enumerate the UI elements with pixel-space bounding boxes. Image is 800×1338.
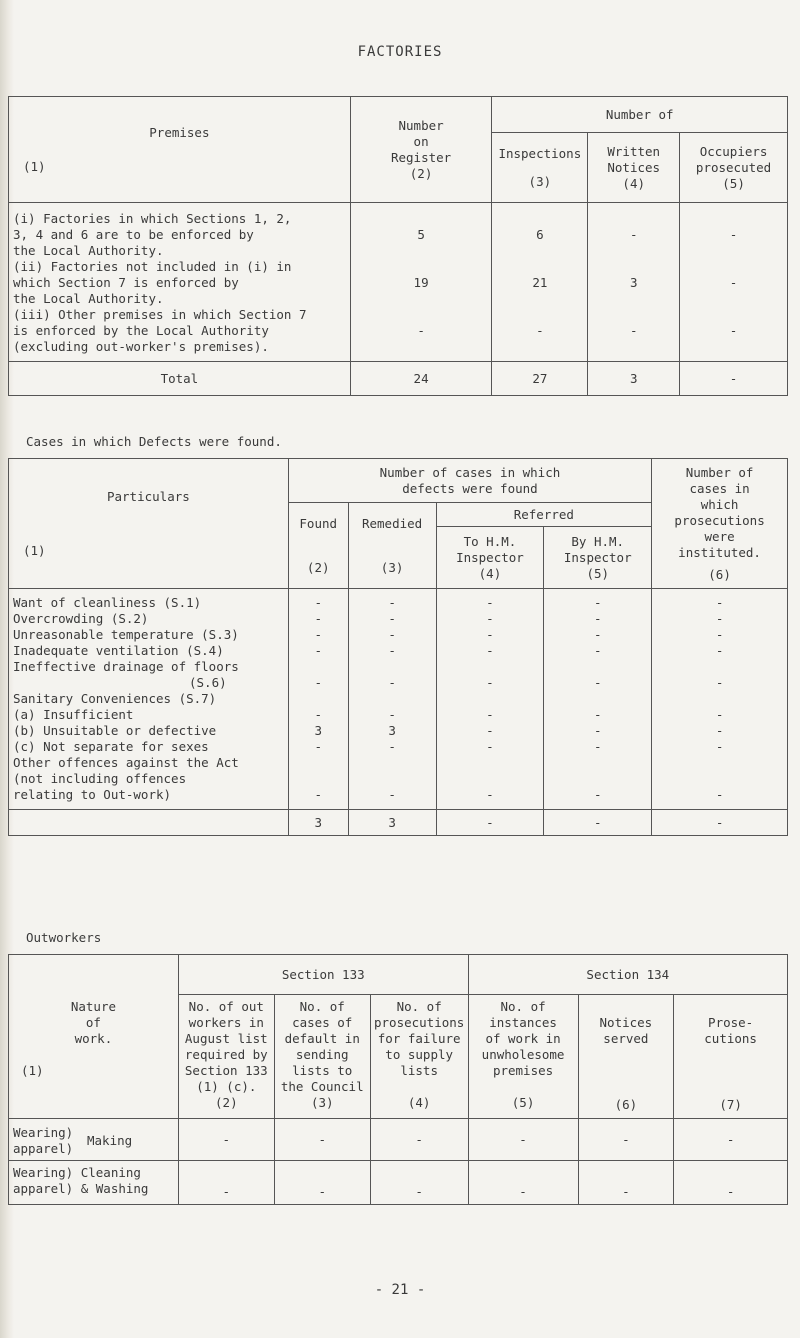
defect-value <box>437 691 544 707</box>
col5-header-line: unwholesome <box>481 1047 565 1062</box>
col4-header-line: for failure <box>377 1031 461 1046</box>
occupiers-header-line: Occupiers <box>699 143 768 159</box>
outworker-label-line: apparel) <box>13 1141 74 1156</box>
defect-value: - <box>388 739 396 754</box>
row-text: the Local Authority. <box>13 291 164 306</box>
outworker-value: - <box>468 1119 578 1161</box>
defect-value-spacer <box>289 771 348 787</box>
col3-header-line: No. of <box>299 999 345 1014</box>
section133-header: Section 133 <box>178 955 468 995</box>
defect-value-spacer <box>652 755 787 771</box>
prosecutions-header-num: (6) <box>708 566 731 582</box>
cases-header <box>288 459 651 503</box>
register-header-line: Register <box>390 149 452 165</box>
to-hmi-header <box>436 527 544 589</box>
col2-header-line: No. of out <box>188 999 264 1014</box>
referred-header: Referred <box>436 503 652 527</box>
col3-header-line: lists to <box>292 1063 353 1078</box>
occupiers-header-line: prosecuted <box>695 159 772 175</box>
inspections-header-num: (3) <box>528 173 552 189</box>
row-text: (ii) Factories not included in (i) in <box>13 259 292 274</box>
outworker-label-side: Making <box>87 1133 133 1148</box>
premises-header-label: Premises <box>149 124 210 140</box>
found-header-label: Found <box>299 515 338 531</box>
defects-total-label <box>9 810 289 836</box>
outworker-row <box>9 1161 788 1205</box>
defect-value: - <box>593 595 602 610</box>
inspections-value: 6 <box>536 227 544 242</box>
register-value: - <box>417 323 425 338</box>
col4-header <box>370 995 468 1119</box>
defect-value-spacer <box>437 755 544 771</box>
defects-total-found: 3 <box>288 810 348 836</box>
particulars-header-num: (1) <box>23 542 46 558</box>
inspections-value: - <box>536 323 544 338</box>
defect-value: - <box>715 611 724 626</box>
defect-value: - <box>486 643 494 658</box>
defect-label: Ineffective drainage of floors <box>13 659 239 674</box>
occupiers-header-num: (5) <box>722 175 745 191</box>
defect-value: - <box>314 643 322 658</box>
defect-value: - <box>593 787 602 802</box>
notices-value: 3 <box>629 275 638 290</box>
defect-value: - <box>486 675 494 690</box>
defect-value: - <box>715 723 724 738</box>
defects-total-prosecutions: - <box>652 810 788 836</box>
defect-value: 3 <box>388 723 396 738</box>
row-text: which Section 7 is enforced by <box>13 275 239 290</box>
row-text: is enforced by the Local Authority <box>13 323 269 338</box>
defect-value <box>289 691 348 707</box>
col4-header-line: No. of <box>396 999 442 1014</box>
col3-header-line: cases of <box>292 1015 353 1030</box>
register-header-num: (2) <box>409 165 433 181</box>
defect-value: - <box>388 627 396 642</box>
defect-value: - <box>715 595 724 610</box>
notices-value: - <box>629 323 638 338</box>
found-header <box>288 503 348 589</box>
outworker-value: - <box>370 1119 468 1161</box>
defect-label: (S.6) <box>189 675 227 690</box>
row-text: (i) Factories in which Sections 1, 2, <box>13 211 292 226</box>
prosecutions-header-line: instituted. <box>678 544 761 560</box>
defects-body <box>9 589 788 810</box>
defect-value: - <box>486 723 494 738</box>
col5-header-line: instances <box>489 1015 557 1030</box>
defect-value: - <box>593 627 602 642</box>
defect-label: relating to Out-work) <box>13 787 172 802</box>
defect-value: - <box>715 787 724 802</box>
row-text: 3, 4 and 6 are to be enforced by <box>13 227 254 242</box>
defect-value-spacer <box>544 659 651 675</box>
col5-header-num: (5) <box>511 1095 535 1110</box>
defect-value: - <box>388 787 396 802</box>
defect-label: (not including offences <box>13 771 187 786</box>
col4-header-num: (4) <box>407 1095 431 1110</box>
defect-label: Sanitary Conveniences (S.7) <box>13 691 217 706</box>
outworker-value: - <box>274 1161 370 1205</box>
defects-table <box>8 458 788 836</box>
register-value: 5 <box>417 227 425 242</box>
register-header <box>350 97 492 203</box>
particulars-header <box>9 459 289 589</box>
defect-value: - <box>314 787 322 802</box>
outworkers-title: Outworkers <box>26 930 102 945</box>
by-hmi-header-line: Inspector <box>563 549 632 565</box>
col3-header-line: the Council <box>280 1079 364 1094</box>
notices-header-line: Written <box>607 143 661 159</box>
defect-value: - <box>486 787 494 802</box>
occupiers-value: - <box>729 227 738 242</box>
col2-header-line: workers in <box>188 1015 264 1030</box>
occupiers-value: - <box>729 275 738 290</box>
defect-value: - <box>486 595 494 610</box>
outworker-value: - <box>674 1161 788 1205</box>
outworker-value: - <box>178 1161 274 1205</box>
register-header-line: on <box>413 133 429 149</box>
outworker-value: - <box>178 1119 274 1161</box>
defect-value-spacer <box>349 771 436 787</box>
occupiers-value: - <box>729 323 738 338</box>
outworker-label-line: Wearing) Cleaning <box>13 1165 141 1180</box>
defect-value-spacer <box>437 659 544 675</box>
defect-value-spacer <box>289 659 348 675</box>
row-text: the Local Authority. <box>13 243 164 258</box>
particulars-header-label: Particulars <box>106 488 190 504</box>
col2-header-line: required by <box>184 1047 268 1062</box>
col4-header-line: to supply <box>385 1047 454 1062</box>
col7-header-num: (7) <box>719 1097 742 1112</box>
defect-value <box>349 691 436 707</box>
total-label: Total <box>9 362 351 396</box>
col5-header-line: No. of <box>500 999 546 1014</box>
nature-header-line: of <box>85 1015 101 1030</box>
outworker-value: - <box>274 1119 370 1161</box>
defect-value-spacer <box>289 755 348 771</box>
defect-value <box>652 691 787 707</box>
total-row <box>9 362 788 396</box>
defect-value-spacer <box>349 755 436 771</box>
register-header-line: Number <box>398 117 444 133</box>
defect-value: - <box>593 611 602 626</box>
premises-header-num: (1) <box>23 158 46 174</box>
page-number: - 21 - <box>374 1282 426 1298</box>
remedied-header-num: (3) <box>380 559 404 575</box>
prosecutions-header <box>652 459 788 589</box>
outworker-value: - <box>370 1161 468 1205</box>
defect-value: - <box>314 675 322 690</box>
col2-header <box>178 995 274 1119</box>
col6-header-line: Notices <box>599 1015 653 1030</box>
to-hmi-header-line: To H.M. <box>463 533 517 549</box>
defect-value-spacer <box>349 659 436 675</box>
total-occupiers: - <box>680 362 788 396</box>
col5-header <box>468 995 578 1119</box>
defect-value: - <box>593 643 602 658</box>
defect-value: - <box>388 595 396 610</box>
prosecutions-header-line: were <box>704 528 735 544</box>
defect-value: - <box>314 707 322 722</box>
col3-header-line: sending <box>295 1047 349 1062</box>
defect-value-spacer <box>544 771 651 787</box>
col7-header <box>674 995 788 1119</box>
defect-value: - <box>314 627 322 642</box>
defect-value-spacer <box>437 771 544 787</box>
defect-value: - <box>593 707 602 722</box>
defect-value: - <box>593 675 602 690</box>
defects-total-row <box>9 810 788 836</box>
row-text: (excluding out-worker's premises). <box>13 339 269 354</box>
defect-label: Overcrowding (S.2) <box>13 611 149 626</box>
col5-header-line: premises <box>492 1063 554 1078</box>
defect-value: - <box>486 611 494 626</box>
notices-header-line: Notices <box>607 159 661 175</box>
defect-value: - <box>715 739 724 754</box>
nature-header-line: work. <box>74 1031 113 1046</box>
outworker-value: - <box>578 1161 674 1205</box>
nature-header-num: (1) <box>21 1063 44 1078</box>
number-of-header: Number of <box>492 97 788 133</box>
total-inspections: 27 <box>492 362 588 396</box>
nature-header <box>9 955 179 1119</box>
defect-label: Unreasonable temperature (S.3) <box>13 627 239 642</box>
defect-value: - <box>486 739 494 754</box>
total-notices: 3 <box>588 362 680 396</box>
col7-header-line: cutions <box>704 1031 757 1046</box>
outworker-value: - <box>578 1119 674 1161</box>
outworker-label-line: Wearing) <box>13 1125 74 1140</box>
inspections-header-label: Inspections <box>498 145 582 161</box>
notices-value: - <box>629 227 638 242</box>
col2-header-line: Section 133 <box>184 1063 268 1078</box>
col3-header-line: default in <box>284 1031 360 1046</box>
page-heading: FACTORIES <box>357 44 443 60</box>
col6-header-num: (6) <box>614 1097 638 1112</box>
defect-value: - <box>486 707 494 722</box>
section134-header: Section 134 <box>468 955 787 995</box>
premises-row <box>9 203 788 362</box>
col4-header-line: prosecutions <box>374 1015 465 1030</box>
defect-value: - <box>715 627 724 642</box>
defect-value: - <box>715 675 724 690</box>
prosecutions-header-line: Number of <box>685 464 754 480</box>
outworker-label-line: apparel) & Washing <box>13 1181 149 1196</box>
inspections-header <box>492 133 588 203</box>
defect-label: Inadequate ventilation (S.4) <box>13 643 224 658</box>
found-header-num: (2) <box>306 559 330 575</box>
premises-table <box>8 96 788 396</box>
col3-header <box>274 995 370 1119</box>
defect-value: - <box>314 611 322 626</box>
defect-value: - <box>715 707 724 722</box>
defect-value: - <box>388 675 396 690</box>
defects-total-to-hmi: - <box>436 810 544 836</box>
by-hmi-header-line: By H.M. <box>571 533 625 549</box>
defect-value-spacer <box>652 659 787 675</box>
defect-value: - <box>314 595 322 610</box>
defects-total-by-hmi: - <box>544 810 652 836</box>
defect-value: - <box>715 643 724 658</box>
prosecutions-header-line: cases in <box>689 480 750 496</box>
occupiers-header <box>680 133 788 203</box>
defect-label: (c) Not separate for sexes <box>13 739 209 754</box>
defects-title: Cases in which Defects were found. <box>26 434 282 449</box>
col6-header <box>578 995 674 1119</box>
outworker-value: - <box>468 1161 578 1205</box>
defect-value: - <box>593 723 602 738</box>
cases-header-line: Number of cases in which <box>379 464 561 480</box>
prosecutions-header-line: prosecutions <box>674 512 765 528</box>
premises-header <box>9 97 351 203</box>
remedied-header <box>348 503 436 589</box>
defect-value: - <box>388 643 396 658</box>
defect-value: - <box>593 739 602 754</box>
inspections-value: 21 <box>532 275 548 290</box>
defect-value: 3 <box>314 723 322 738</box>
defect-value: - <box>314 739 322 754</box>
defect-value: - <box>388 707 396 722</box>
col6-header-line: served <box>603 1031 649 1046</box>
notices-header <box>588 133 680 203</box>
defects-total-remedied: 3 <box>348 810 436 836</box>
defect-label: (a) Insufficient <box>13 707 134 722</box>
notices-header-num: (4) <box>622 175 645 191</box>
by-hmi-header-num: (5) <box>586 565 610 581</box>
col3-header-num: (3) <box>310 1095 334 1110</box>
defect-label: (b) Unsuitable or defective <box>13 723 217 738</box>
defect-value: - <box>388 611 396 626</box>
defect-label: Want of cleanliness (S.1) <box>13 595 202 610</box>
defect-value-spacer <box>652 771 787 787</box>
defect-value <box>544 691 651 707</box>
to-hmi-header-line: Inspector <box>456 549 524 565</box>
prosecutions-header-line: which <box>700 496 739 512</box>
row-text: (iii) Other premises in which Section 7 <box>13 307 307 322</box>
outworkers-table <box>8 954 788 1205</box>
defect-value-spacer <box>544 755 651 771</box>
nature-header-line: Nature <box>70 999 116 1014</box>
remedied-header-label: Remedied <box>361 515 423 531</box>
col5-header-line: of work in <box>485 1031 561 1046</box>
defect-label: Other offences against the Act <box>13 755 239 770</box>
col7-header-line: Prose- <box>708 1015 754 1030</box>
col2-header-num: (2) <box>215 1095 238 1110</box>
cases-header-line: defects were found <box>402 480 538 496</box>
outworker-value: - <box>674 1119 788 1161</box>
col4-header-line: lists <box>400 1063 438 1078</box>
to-hmi-header-num: (4) <box>478 565 502 581</box>
col2-header-line: August list <box>184 1031 268 1046</box>
register-value: 19 <box>413 275 429 290</box>
defect-value: - <box>486 627 494 642</box>
by-hmi-header <box>544 527 652 589</box>
col2-header-line: (1) (c). <box>196 1079 257 1094</box>
outworker-row <box>9 1119 788 1161</box>
total-register: 24 <box>350 362 492 396</box>
